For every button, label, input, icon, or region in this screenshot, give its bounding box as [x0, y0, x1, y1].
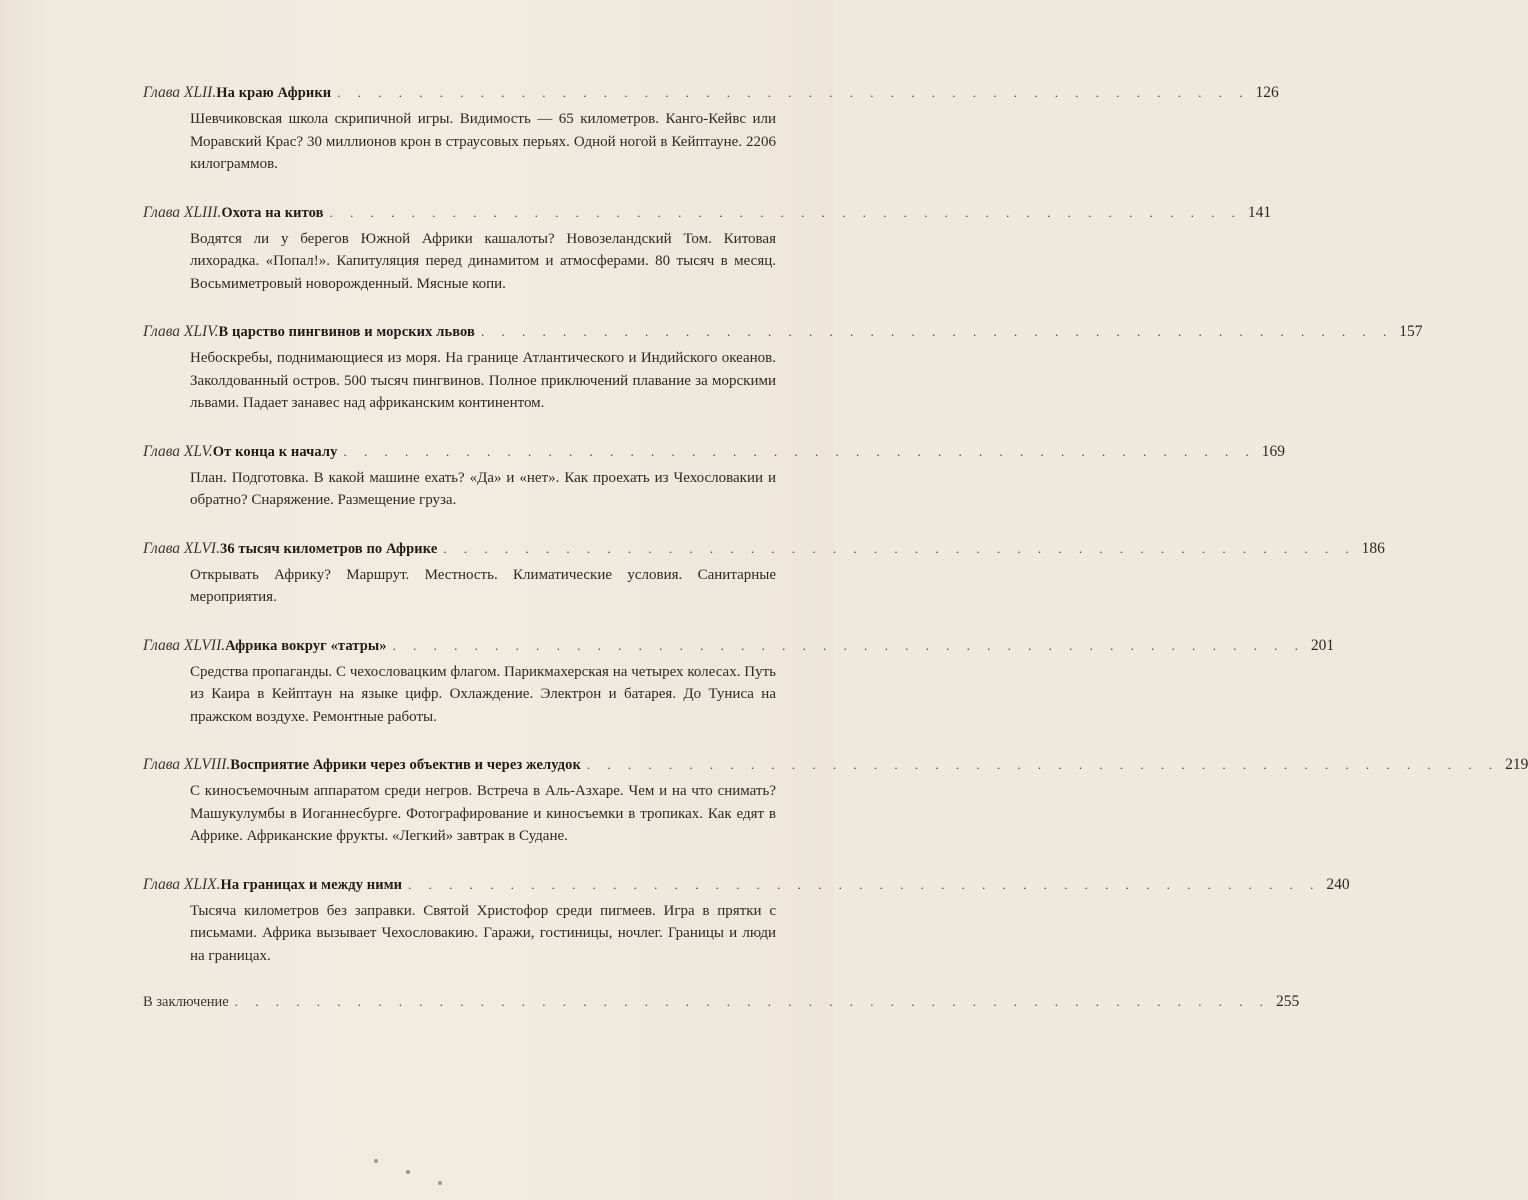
leader-dots: . . . . . . . . . . . . . . . . . . . . . . . . . . . . . . . . . . . . . . . . . . . . . . . . . . . [234, 994, 1270, 1009]
chapter-title: На границах и между ними [220, 876, 403, 893]
chapter-summary: Средства пропаганды. С чехословацким флагом. Парикмахерская на четырех колесах. Путь из Каира в Кейптаун на языке цифр. Охлаждение. Электрон и батарея. До Туниса на пражском воздухе. Ремонтные работы. [190, 663, 776, 725]
toc-entry-heading [143, 539, 1385, 558]
chapter-summary: С киносъемочным аппаратом среди негров. Встреча в Аль-Азхаре. Чем и на что снимать? Машукулумбы в Иоганнесбурге. Фотографирование и киносъемки в тропиках. Как едят в Африке. Африканские фрукты. «Легкий» завтрак в Судане. [190, 783, 776, 844]
chapter-number: Глава XLII. [143, 84, 217, 101]
toc-entry-chapter-44 [143, 323, 1423, 415]
toc-entry-chapter-49 [143, 875, 1350, 968]
chapter-summary: Открывать Африку? Маршрут. Местность. Климатические условия. Санитарные мероприятия. [190, 566, 776, 605]
page-number: 201 [1310, 636, 1335, 654]
chapter-title: На краю Африки [216, 85, 332, 101]
page-number: 126 [1255, 84, 1279, 101]
chapter-number: Глава XLIX. [143, 875, 221, 893]
chapter-number: Глава XLIII. [143, 203, 222, 221]
toc-entry-chapter-46 [143, 539, 1385, 609]
chapter-number: Глава XLIV. [143, 323, 219, 340]
spiral-binding-mark [406, 1170, 410, 1174]
toc-entry-conclusion [143, 993, 1300, 1011]
toc-entry-heading [143, 636, 1335, 655]
chapter-summary: План. Подготовка. В какой машине ехать? «Да» и «нет». Как проехать из Чехословакии и обратно? Снаряжение. Размещение груза. [190, 469, 776, 508]
toc-entry-heading [143, 203, 1272, 222]
chapter-title: Восприятие Африки через объектив и через желудок [230, 757, 581, 773]
toc-entry-chapter-42 [143, 84, 1279, 176]
toc-entry-chapter-47 [143, 636, 1335, 729]
chapter-summary: Тысяча километров без заправки. Святой Христофор среди пигмеев. Игра в прятки с письмами. Африка вызывает Чехословакию. Гаражи, гостиницы, ночлег. Границы и люди на границах. [190, 902, 776, 964]
chapter-number: Глава XLVII. [143, 636, 226, 654]
toc-entry-heading [143, 756, 1528, 774]
chapter-summary: Шевчиковская школа скрипичной игры. Видимость — 65 километров. Канго-Кейвс или Моравский Крас? 30 миллионов крон в страусовых перьях. Одной ногой в Кейптауне. 2206 килограммов. [190, 111, 776, 172]
chapter-title: Охота на китов [221, 204, 324, 221]
toc-entry-chapter-48 [143, 756, 1528, 848]
chapter-summary: Водятся ли у берегов Южной Африки кашалоты? Новозеландский Том. Китовая лихорадка. «Попал!». Капитуляция перед динамитом и атмосферами. 80 тысяч в месяц. Восьмиметровый новорожденный. Мясные копи. [190, 230, 776, 292]
chapter-number: Глава XLVI. [143, 539, 220, 557]
chapter-title: 36 тысяч километров по Африке [219, 540, 438, 557]
conclusion-title: В заключение [143, 994, 229, 1010]
leader-dots: . . . . . . . . . . . . . . . . . . . . . . . . . . . . . . . . . . . . . . . . . . . . . [408, 876, 1321, 892]
leader-dots: . . . . . . . . . . . . . . . . . . . . . . . . . . . . . . . . . . . . . . . . . . . . . [337, 85, 1250, 100]
page-number: 219 [1505, 756, 1528, 773]
page-number: 169 [1261, 442, 1285, 460]
spiral-binding-mark [374, 1159, 378, 1163]
table-of-contents [143, 84, 1528, 1011]
page-number: 255 [1275, 993, 1300, 1010]
leader-dots: . . . . . . . . . . . . . . . . . . . . . . . . . . . . . . . . . . . . . . . . . . . . . [586, 757, 1500, 772]
toc-entry-heading [143, 993, 1300, 1011]
chapter-title: В царство пингвинов и морских львов [218, 324, 475, 340]
toc-entry-chapter-43 [143, 203, 1272, 296]
chapter-number: Глава XLV. [143, 442, 213, 460]
toc-entry-heading [143, 442, 1285, 461]
spiral-binding-mark [438, 1181, 442, 1185]
page-number: 141 [1247, 203, 1272, 221]
leader-dots: . . . . . . . . . . . . . . . . . . . . . . . . . . . . . . . . . . . . . . . . . . . . . [343, 443, 1256, 459]
leader-dots: . . . . . . . . . . . . . . . . . . . . . . . . . . . . . . . . . . . . . . . . . . . . . [443, 540, 1356, 556]
toc-entry-heading [143, 875, 1350, 894]
toc-entry-heading [143, 84, 1279, 102]
toc-entry-heading [143, 323, 1423, 341]
toc-entry-chapter-45 [143, 442, 1285, 512]
chapter-summary: Небоскребы, поднимающиеся из моря. На границе Атлантического и Индийского океанов. Заколдованный остров. 500 тысяч пингвинов. Полное приключений плавание за морскими львами. Падает занавес над африканским континентом. [190, 350, 776, 411]
page-number: 186 [1361, 539, 1385, 557]
leader-dots: . . . . . . . . . . . . . . . . . . . . . . . . . . . . . . . . . . . . . . . . . . . . . [480, 324, 1394, 339]
leader-dots: . . . . . . . . . . . . . . . . . . . . . . . . . . . . . . . . . . . . . . . . . . . . . [392, 637, 1305, 653]
page-number: 157 [1399, 323, 1423, 340]
chapter-number: Глава XLVIII. [143, 756, 231, 773]
chapter-title: От конца к началу [212, 443, 338, 460]
page-number: 240 [1326, 875, 1350, 893]
leader-dots: . . . . . . . . . . . . . . . . . . . . . . . . . . . . . . . . . . . . . . . . . . . . . [329, 204, 1242, 220]
chapter-title: Африка вокруг «татры» [225, 637, 387, 654]
